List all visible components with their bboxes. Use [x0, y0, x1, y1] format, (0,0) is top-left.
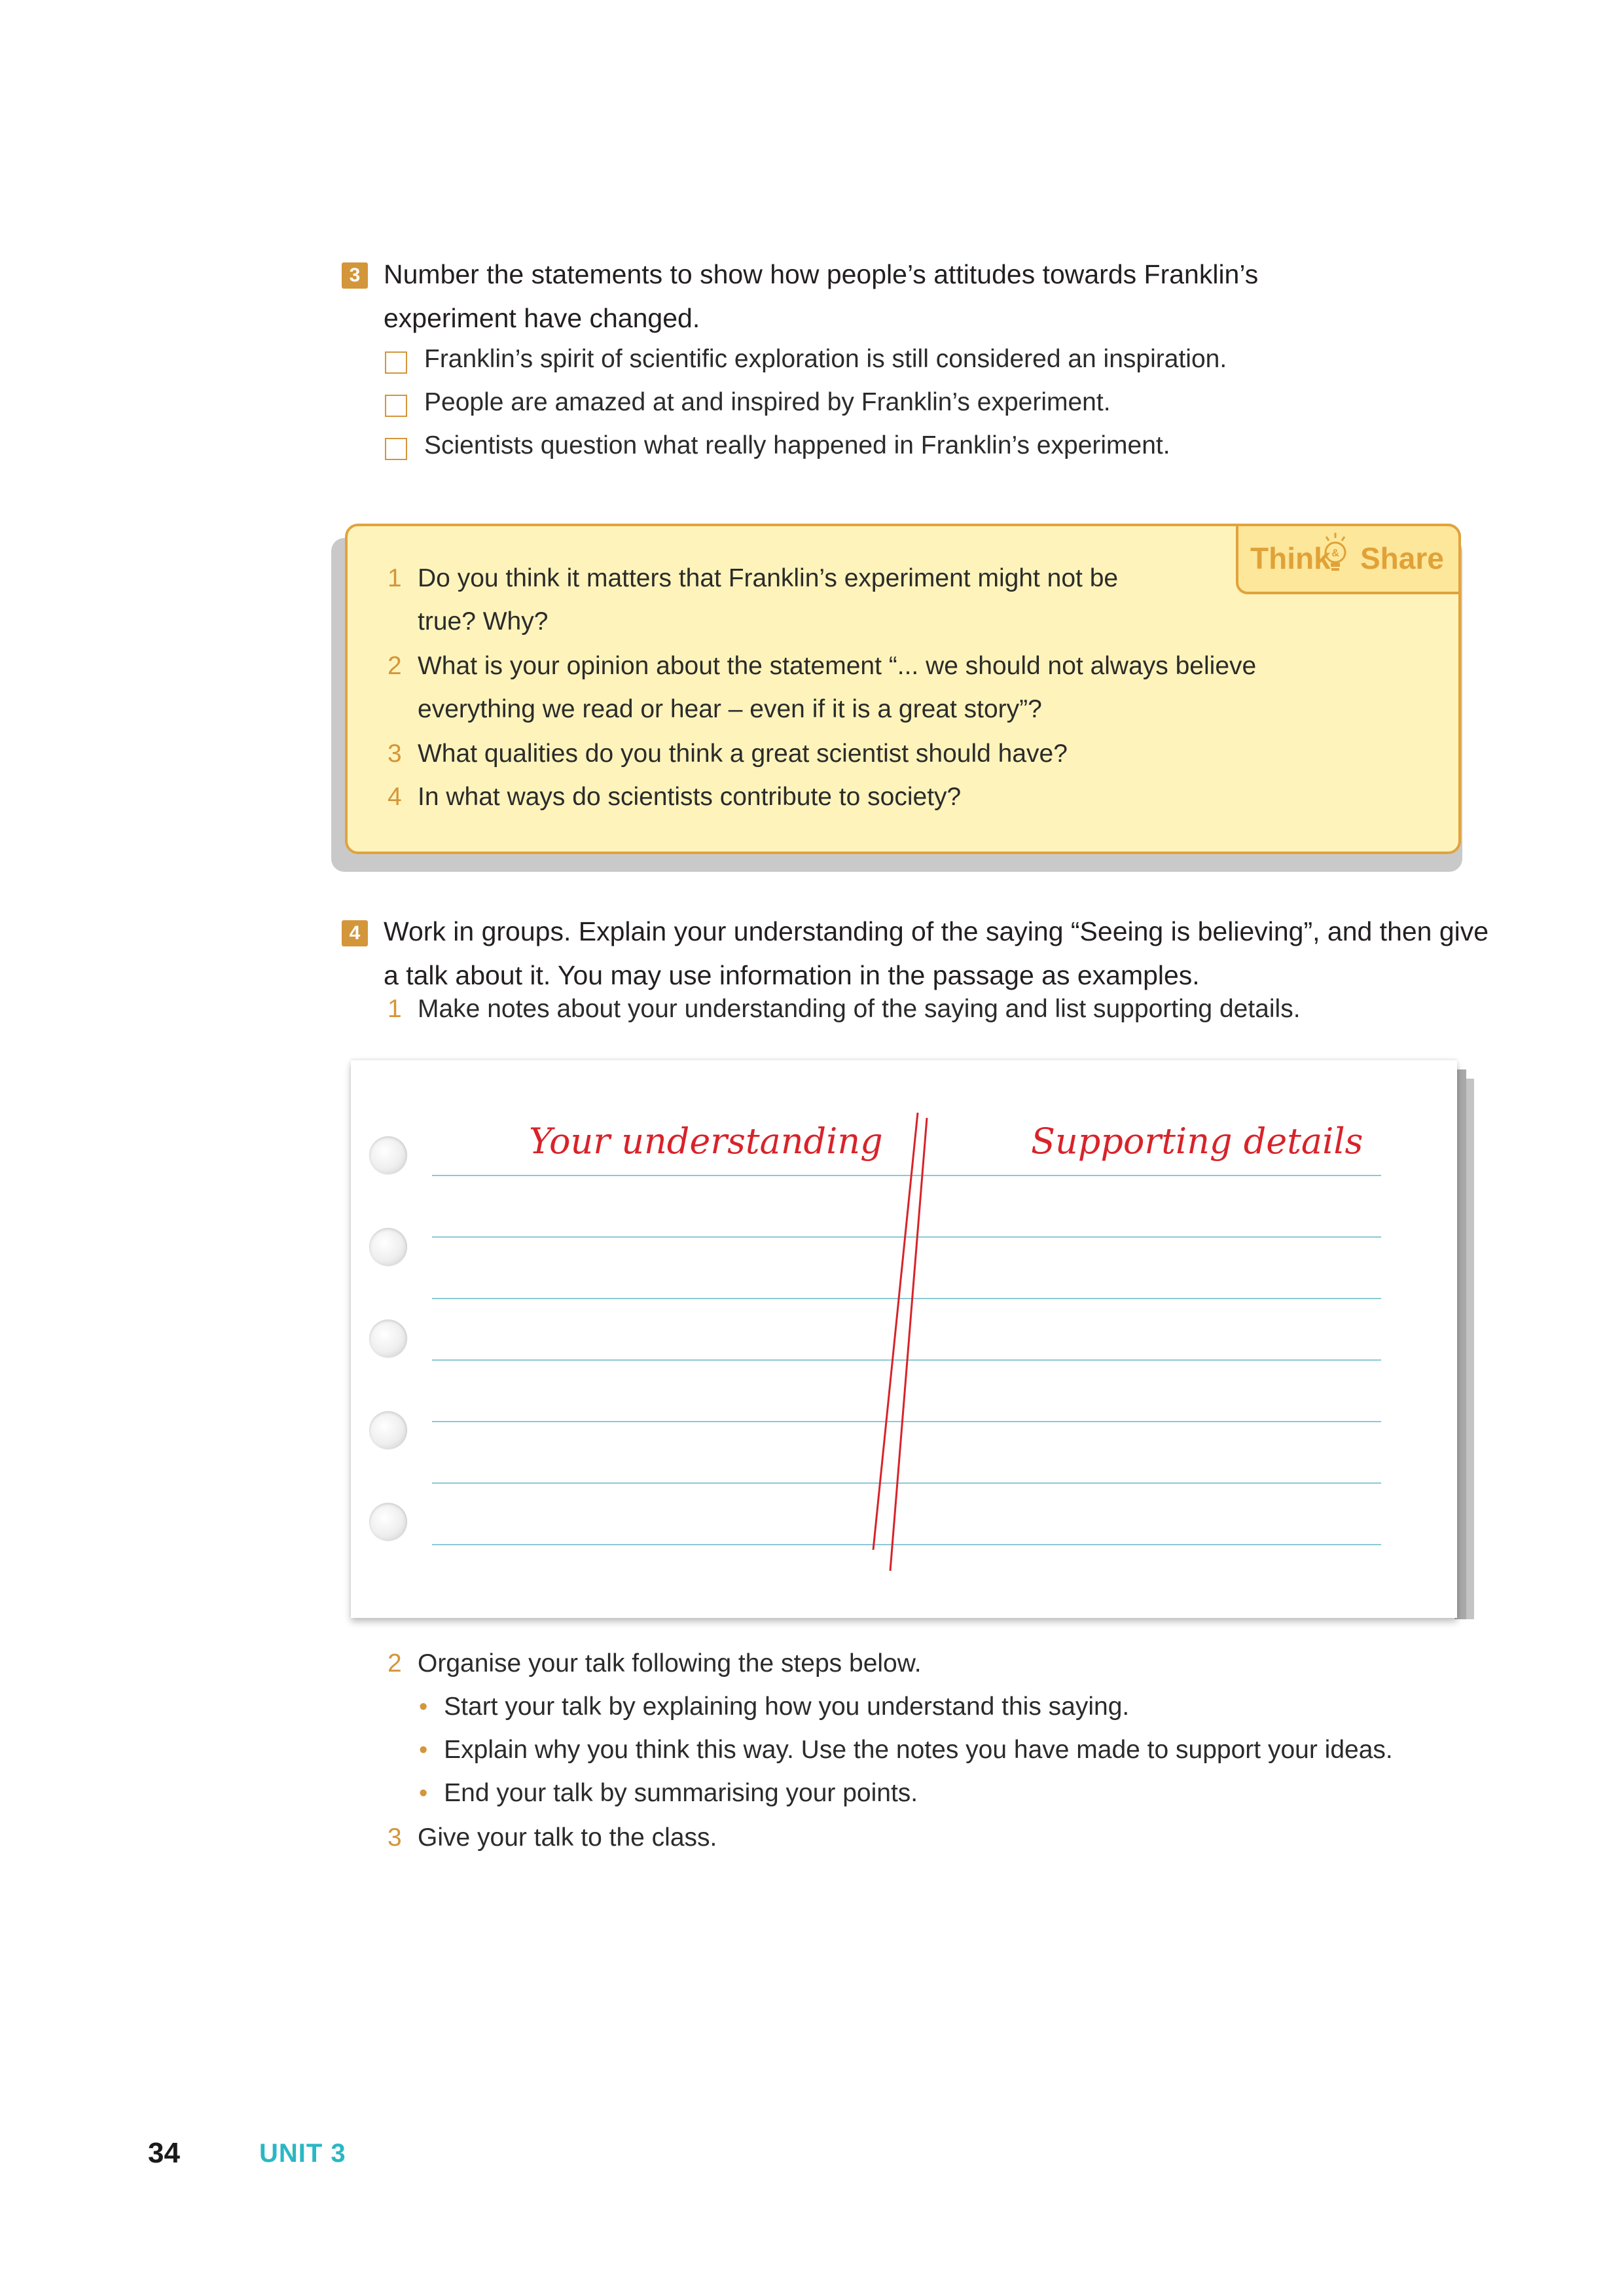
step-2-bullet-2 [419, 1736, 1393, 1765]
binder-hole-1 [369, 1136, 407, 1174]
bullet-icon: • [419, 1736, 428, 1764]
think-label: Think [1250, 541, 1331, 575]
bullet-3-text: End your talk by summarising your points. [444, 1779, 918, 1807]
bullet-icon: • [419, 1780, 428, 1807]
ts-question-2-num: 2 [388, 652, 402, 680]
lightbulb-icon [1321, 531, 1350, 580]
statement-checkbox-2[interactable] [385, 395, 407, 417]
ts-question-2-line-1: What is your opinion about the statement “... we should not always believe [418, 652, 1257, 680]
exercise-3-heading: Number the statements to show how people’s attitudes towards Franklin’s experiment have changed. [384, 259, 1259, 333]
step-3-text: Give your talk to the class. [418, 1823, 717, 1852]
exercise-3-number: 3 [342, 262, 368, 289]
unit-label: UNIT 3 [259, 2139, 346, 2168]
ts-question-1-line-2: true? Why? [418, 607, 549, 636]
step-1-text: Make notes about your understanding of the saying and list supporting details. [418, 995, 1301, 1023]
think-share-tab [1236, 524, 1461, 594]
step-2-text: Organise your talk following the steps below. [418, 1649, 922, 1677]
bullet-2-text: Explain why you think this way. Use the notes you have made to support your ideas. [444, 1736, 1393, 1764]
page-number: 34 [148, 2137, 180, 2169]
ts-question-4-num: 4 [388, 783, 402, 811]
statement-3: Scientists question what really happened in Franklin’s experiment. [424, 431, 1170, 459]
ts-question-1-num: 1 [388, 564, 402, 592]
notebook-page-edge-2 [1465, 1079, 1474, 1619]
ampersand-glyph: & [1331, 548, 1339, 559]
binder-hole-2 [369, 1228, 407, 1266]
exercise-4-heading: Work in groups. Explain your understanding of the saying “Seeing is believing”, and then give a talk about it. You may use information in the passage as examples. [384, 916, 1489, 990]
share-label: Share [1360, 541, 1444, 575]
exercise-4-number: 4 [342, 920, 368, 946]
bullet-icon: • [419, 1693, 428, 1721]
statement-checkbox-1[interactable] [385, 351, 407, 374]
statement-checkbox-3[interactable] [385, 438, 407, 460]
statement-1: Franklin’s spirit of scientific exploration is still considered an inspiration. [424, 345, 1227, 373]
ts-question-2-line-2: everything we read or hear – even if it is a great story”? [418, 695, 1042, 723]
ts-question-3-line-1: What qualities do you think a great scientist should have? [418, 740, 1068, 768]
binder-hole-5 [369, 1503, 407, 1541]
margin-divider-lines [851, 1113, 943, 1577]
step-2-bullet-1 [419, 1693, 1129, 1721]
step-1-num: 1 [388, 995, 402, 1023]
ts-question-3-num: 3 [388, 740, 402, 768]
step-2-num: 2 [388, 1649, 402, 1677]
ts-question-4-line-1: In what ways do scientists contribute to society? [418, 783, 962, 811]
col-supporting-details: Supporting details [1031, 1121, 1363, 1162]
binder-hole-3 [369, 1319, 407, 1357]
col-your-understanding: Your understanding [529, 1121, 883, 1162]
binder-hole-4 [369, 1411, 407, 1449]
step-3-num: 3 [388, 1823, 402, 1852]
ts-question-1-line-1: Do you think it matters that Franklin’s experiment might not be [418, 564, 1119, 592]
step-2-bullet-3 [419, 1779, 918, 1808]
statement-2: People are amazed at and inspired by Franklin’s experiment. [424, 388, 1111, 416]
bullet-1-text: Start your talk by explaining how you understand this saying. [444, 1693, 1130, 1721]
